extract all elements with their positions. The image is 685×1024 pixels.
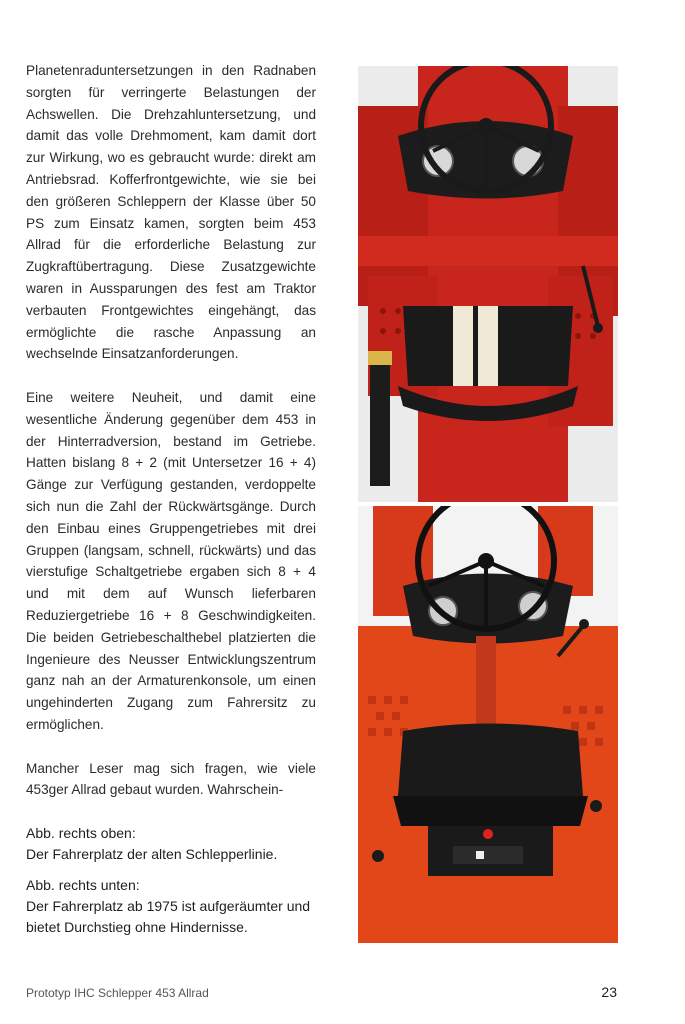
caption-bottom-head: Abb. rechts unten:	[26, 876, 140, 893]
paragraph-2: Eine weitere Neuheit, und damit eine wesentliche Änderung gegenüber dem 453 in der Hinterradversion, bestand im Getriebe. Hatten bislang 8 + 2 (mit Untersetzer 16 + 4) Gänge zur Verfügung gestanden, verdoppelte sich nun die Zahl der Rückwärtsgänge. Durch den Einbau eines Gruppengetriebes mit drei Gruppen (langsam, schnell, rückwärts) und das vierstufige Schaltgetriebe ergaben sich 8 + 4 und mit dem auf Wunsch lieferbaren Reduziergetriebe 16 + 8 Geschwindigkeiten. Die beiden Getriebeschalthebel platzierten die Ingenieure des Neusser Entwicklungszentrum ganz nah an der Armaturenkonsole, um einen ungehinderten Zugang zum Fahrersitz zu ermöglichen.	[26, 389, 316, 732]
caption-top-body: Der Fahrerplatz der alten Schlepperlinie.	[26, 845, 278, 862]
caption-bottom-photo	[26, 875, 316, 938]
paragraph-1: Planetenraduntersetzungen in den Radnaben sorgten für verringerte Belastungen der Achswellen. Die Drehzahluntersetzung, und damit das volle Drehmoment, kam damit dort zur Wirkung, wo es gebraucht wurde: direkt am Antriebsrad. Kofferfrontgewichte, wie sie bei den größeren Schleppern der Klasse über 50 PS zum Einsatz kamen, sorgten beim 453 Allrad für die erforderliche Belastung zur Zugkraftübertragung. Diese Zusatzgewichte waren in Aussparungen des fest am Traktor verbauten Frontgewichtes eingehängt, das ermöglichte die rasche Anpassung an wechselnde Einsatzanforderungen.	[26, 63, 316, 362]
page-number: 23	[601, 984, 617, 1000]
paragraph-3: Mancher Leser mag sich fragen, wie viele 453ger Allrad gebaut wurden. Wahrschein-	[26, 760, 316, 798]
page-footer	[26, 984, 617, 1000]
caption-bottom-body: Der Fahrerplatz ab 1975 ist aufgeräumter und bietet Durchstieg ohne Hindernisse.	[26, 897, 311, 935]
running-title: Prototyp IHC Schlepper 453 Allrad	[26, 986, 209, 1000]
caption-top-photo	[26, 823, 316, 865]
old-platform-illustration	[358, 66, 618, 502]
main-text-column	[26, 60, 316, 948]
caption-top-head: Abb. rechts oben:	[26, 824, 136, 841]
photo-old-driver-platform	[358, 66, 618, 502]
photo-new-driver-platform	[358, 506, 618, 943]
new-platform-illustration	[358, 506, 618, 943]
